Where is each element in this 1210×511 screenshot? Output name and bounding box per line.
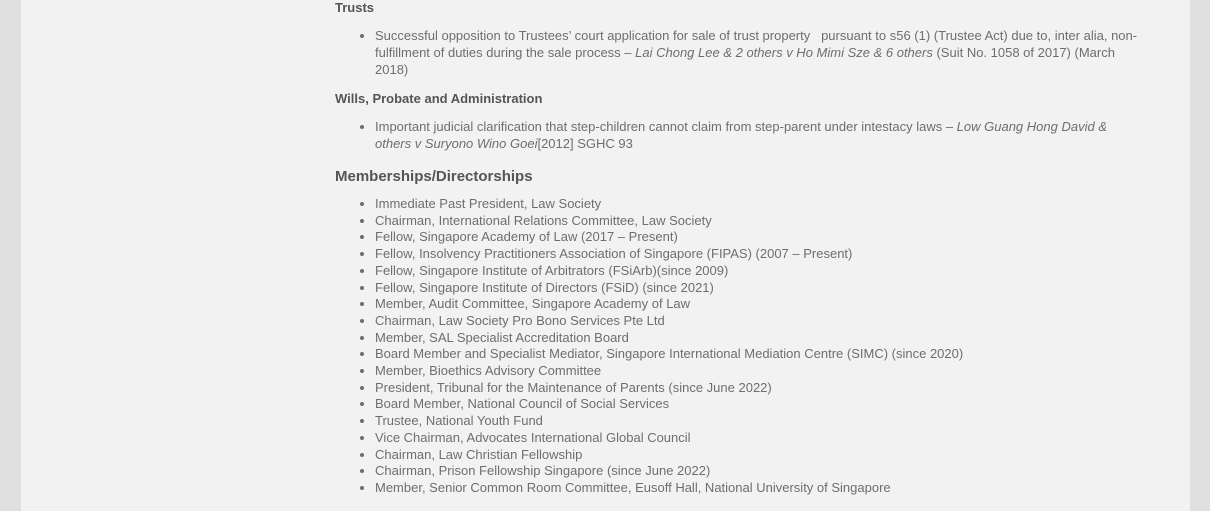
membership-item: • Immediate Past President, Law Society <box>375 196 1146 213</box>
section-memberships-directorships <box>335 168 1146 497</box>
case-citation: (Suit No. 1058 of 2017) (March 2018) <box>375 45 1119 78</box>
membership-item: • Trustee, National Youth Fund <box>375 413 1146 430</box>
case-name: Lai Chong Lee & 2 others v Ho Mimi Sze & 6 others <box>635 45 933 61</box>
membership-item: • Fellow, Singapore Institute of Directors (FSiD) (since 2021) <box>375 280 1146 297</box>
membership-item: • Vice Chairman, Advocates International Global Council <box>375 430 1146 447</box>
membership-item: • Fellow, Singapore Institute of Arbitrators (FSiArb)(since 2009) <box>375 263 1146 280</box>
case-name: Low Guang Hong David & others v Suryono Wino Goei <box>375 118 1111 151</box>
membership-item: • Board Member, National Council of Social Services <box>375 396 1146 413</box>
case-citation: [2012] SGHC 93 <box>537 135 633 151</box>
membership-item: • Member, Audit Committee, Singapore Academy of Law <box>375 296 1146 313</box>
membership-item: • Member, SAL Specialist Accreditation Board <box>375 330 1146 347</box>
case-item <box>375 118 1146 152</box>
memberships-list <box>335 196 1146 497</box>
membership-item: • Chairman, Law Society Pro Bono Services Pte Ltd <box>375 313 1146 330</box>
profile-content <box>21 0 1190 511</box>
case-item <box>375 27 1146 79</box>
wills-case-list <box>335 118 1146 152</box>
membership-item: • Chairman, Prison Fellowship Singapore (since June 2022) <box>375 463 1146 480</box>
trusts-heading: Trusts <box>335 0 375 15</box>
memberships-heading: Memberships/Directorships <box>335 168 533 186</box>
left-gutter <box>0 0 21 511</box>
membership-item: • Member, Bioethics Advisory Committee <box>375 363 1146 380</box>
section-wills-probate-administration <box>335 91 1146 152</box>
membership-item: • Board Member and Specialist Mediator, Singapore International Mediation Centre (SIMC) (since 2020) <box>375 346 1146 363</box>
membership-item: • Chairman, Law Christian Fellowship <box>375 447 1146 464</box>
membership-item: • Chairman, International Relations Committee, Law Society <box>375 213 1146 230</box>
trusts-case-list <box>335 27 1146 79</box>
right-gutter <box>1190 0 1210 511</box>
membership-item: • President, Tribunal for the Maintenance of Parents (since June 2022) <box>375 380 1146 397</box>
membership-item: • Fellow, Insolvency Practitioners Association of Singapore (FIPAS) (2007 – Present) <box>375 246 1146 263</box>
membership-item: • Fellow, Singapore Academy of Law (2017 – Present) <box>375 229 1146 246</box>
wills-heading: Wills, Probate and Administration <box>335 90 543 106</box>
section-trusts <box>335 0 1146 79</box>
membership-item: • Member, Senior Common Room Committee, Eusoff Hall, National University of Singapore <box>375 480 1146 497</box>
case-description: Successful opposition to Trustees’ court application for sale of trust property pursuant to s56 (1) (Trustee Act) due to, inter alia, non-fulfillment of duties during the sale process – <box>375 28 1138 61</box>
case-description: Important judicial clarification that step-children cannot claim from step-parent under intestacy laws – <box>375 118 957 134</box>
